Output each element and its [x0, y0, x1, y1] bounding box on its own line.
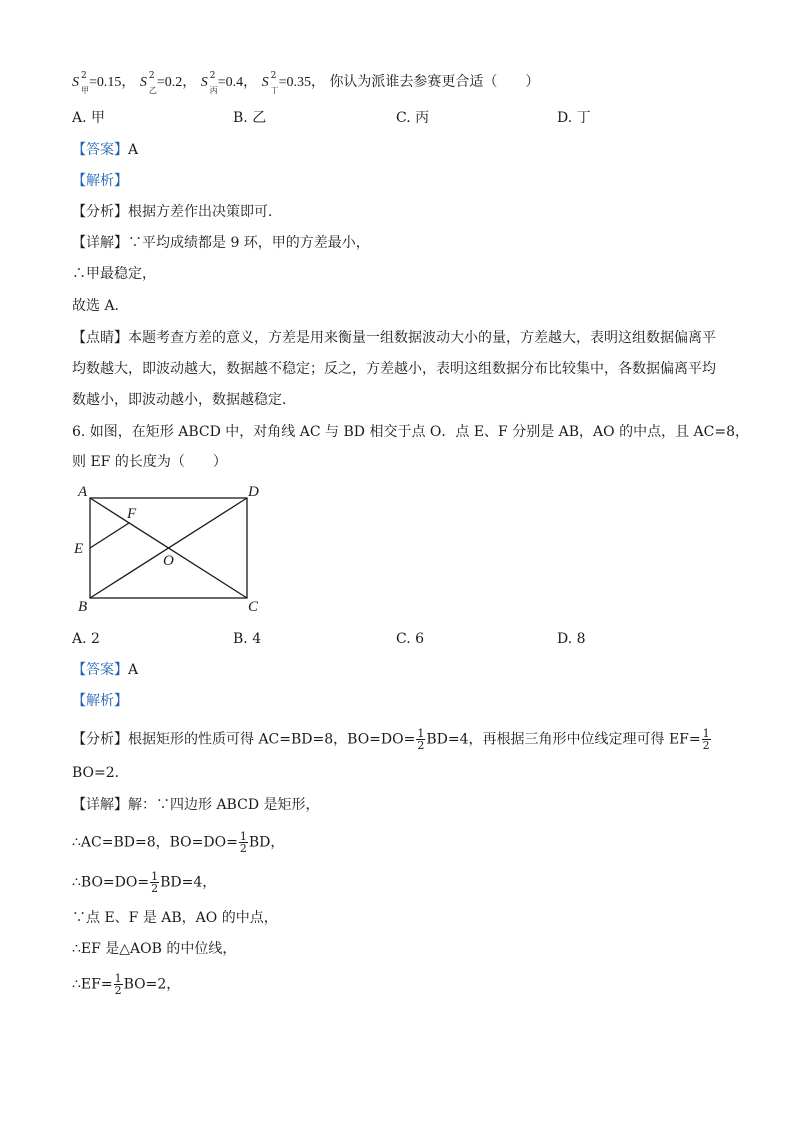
q6-option-d: D. 8 [557, 631, 586, 647]
xiangjie-text: 解：∵四边形 ABCD 是矩形， [128, 797, 320, 813]
xiangjie-tag: 【详解】 [72, 235, 128, 251]
q6-xiangjie-5: ∴EF 是△AOB 的中位线， [72, 941, 237, 957]
q5-question-tail: 你认为派谁去参赛更合适（ ） [329, 74, 540, 90]
q6-answer [72, 660, 138, 680]
dianjing-text: 本题考查方差的意义，方差是用来衡量一组数据波动大小的量，方差越大，表明这组数据偏离平 [128, 330, 716, 346]
q5-answer [72, 140, 138, 160]
q6-xiangjie-6: ∴EF= $\frac{1}{2}$ BO=2， [72, 972, 181, 997]
q5-fenxi [72, 202, 282, 222]
segment-ef [90, 523, 129, 548]
q6-option-a: A. 2 [72, 631, 100, 647]
label-e: E [74, 541, 84, 557]
q6-stem-2: 则 EF 的长度为（ ） [72, 454, 227, 470]
q6-stem-1: 6. 如图，在矩形 ABCD 中，对角线 AC 与 BD 相交于点 O．点 E、F 分别是 AB，AO 的中点，且 AC=8， [72, 424, 749, 440]
q6-xiangjie-4: ∵点 E、F 是 AB，AO 的中点， [72, 910, 278, 926]
q5-option-a: A. 甲 [72, 110, 106, 126]
q6-option-c: C. 6 [396, 631, 425, 647]
fenxi-text-b: BD=4，再根据三角形中位线定理可得 EF= [426, 731, 701, 748]
fenxi-text-a: 根据矩形的性质可得 AC=BD=8，BO=DO= [128, 731, 416, 748]
variance-jia: S 2 甲 [72, 71, 89, 95]
q5-xiangjie-1 [72, 233, 370, 253]
dianjing-tag: 【点睛】 [72, 330, 128, 346]
label-c: C [248, 599, 259, 615]
label-a: A [78, 484, 88, 500]
answer-value: A [128, 142, 139, 158]
q6-xiangjie-2: ∴AC=BD=8，BO=DO= $\frac{1}{2}$ BD， [72, 830, 285, 855]
label-d: D [248, 484, 259, 500]
answer-tag: 【答案】 [72, 662, 128, 678]
q5-xiangjie-2: ∴甲最稳定， [72, 266, 156, 282]
q6-fenxi-cont: BO=2． [72, 765, 129, 781]
label-o: O [163, 553, 174, 569]
fraction-half: $\frac{1}{2}$ [114, 972, 122, 997]
fraction-half: $\frac{1}{2}$ [702, 727, 710, 752]
q6-xiangjie-1 [72, 795, 320, 815]
q5-option-d: D. 丁 [557, 110, 591, 126]
variance-yi: S 2 乙 [139, 71, 157, 95]
q5-dianjing-2: 均数越大，即波动越大，数据越不稳定；反之，方差越小，表明这组数据分布比较集中，各数据偏离平均 [72, 361, 716, 377]
fraction-half: $\frac{1}{2}$ [239, 830, 247, 855]
q5-dianjing-3: 数越小，即波动越小，数据越稳定． [72, 392, 296, 408]
q6-analysis-heading [72, 691, 128, 711]
q5-xiangjie-3: 故选 A． [72, 298, 129, 314]
q6-fenxi [72, 728, 712, 751]
q5-analysis-heading [72, 171, 128, 191]
fenxi-tag: 【分析】 [72, 731, 128, 748]
analysis-tag: 【解析】 [72, 693, 128, 709]
q5-option-b: B. 乙 [233, 110, 267, 126]
q5-dianjing-1 [72, 328, 716, 348]
fraction-half: $\frac{1}{2}$ [417, 727, 425, 752]
answer-tag: 【答案】 [72, 142, 128, 158]
rectangle-figure [70, 478, 270, 618]
q5-option-c: C. 丙 [396, 110, 430, 126]
fraction-half: $\frac{1}{2}$ [151, 870, 159, 895]
fenxi-text: 根据方差作出决策即可． [128, 204, 282, 220]
label-f: F [127, 506, 137, 522]
q6-option-b: B. 4 [233, 631, 262, 647]
label-b: B [78, 599, 88, 615]
q5-variance-line: S 2 甲 =0.15， S 2 乙 =0.2， S 2 丙 =0.4， S 2 丁 =0.35， 你认为派谁去参赛更合适（ ） [72, 71, 540, 95]
fenxi-tag: 【分析】 [72, 204, 128, 220]
answer-value: A [128, 662, 139, 678]
analysis-tag: 【解析】 [72, 173, 128, 189]
q6-xiangjie-3: ∴BO=DO= $\frac{1}{2}$ BD=4， [72, 870, 217, 895]
xiangjie-text: ∵平均成绩都是 9 环，甲的方差最小， [128, 235, 370, 251]
xiangjie-tag: 【详解】 [72, 797, 128, 813]
variance-ding: S 2 丁 [261, 71, 279, 95]
variance-bing: S 2 丙 [200, 71, 218, 95]
